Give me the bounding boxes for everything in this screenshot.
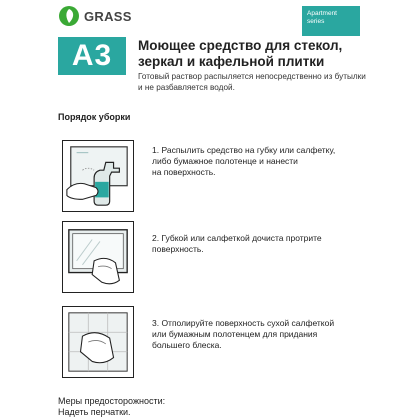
- product-subtitle: [138, 71, 383, 93]
- section-heading: Порядок уборки: [58, 112, 131, 122]
- step-3-line-3: большего блеска.: [152, 340, 222, 350]
- precautions-heading: Меры предосторожности:: [58, 396, 166, 406]
- product-code: A3: [58, 37, 126, 75]
- precautions-text: Надеть перчатки.: [58, 407, 131, 417]
- subtitle-line-2: и не разбавляется водой.: [138, 83, 235, 92]
- series-badge: [302, 6, 360, 36]
- subtitle-line-1: Готовый раствор распыляется непосредственно из бутылки: [138, 72, 366, 81]
- step-1-illustration: [62, 140, 134, 212]
- brand-logo: [58, 4, 132, 28]
- step-1-text: [152, 145, 372, 178]
- title-line-2: зеркал и кафельной плитки: [138, 54, 325, 69]
- precautions-note: [58, 396, 165, 418]
- polishing-cloth-icon: [63, 307, 133, 377]
- step-1-line-2: либо бумажное полотенце и нанести: [152, 156, 298, 166]
- product-title: [138, 38, 378, 70]
- step-2-text: [152, 233, 372, 255]
- step-3-line-2: или бумажным полотенцем для придания: [152, 329, 318, 339]
- step-3-line-1: 3. Отполируйте поверхность сухой салфеткой: [152, 318, 335, 328]
- step-1-line-1: 1. Распылить средство на губку или салфетку,: [152, 145, 336, 155]
- step-3-text: [152, 318, 372, 351]
- step-2-line-1: 2. Губкой или салфеткой дочиста протрите: [152, 233, 322, 243]
- step-2-line-2: поверхность.: [152, 244, 204, 254]
- brand-name: GRASS: [84, 8, 132, 24]
- step-1-line-3: на поверхность.: [152, 167, 216, 177]
- series-line-2: series: [307, 18, 325, 25]
- spray-bottle-icon: [63, 141, 133, 211]
- title-line-1: Моющее средство для стекол,: [138, 38, 343, 53]
- step-3-illustration: [62, 306, 134, 378]
- wiping-cloth-icon: [63, 222, 133, 292]
- step-2-illustration: [62, 221, 134, 293]
- grass-logo-icon: [58, 5, 80, 27]
- series-line-1: Apartment: [307, 10, 337, 17]
